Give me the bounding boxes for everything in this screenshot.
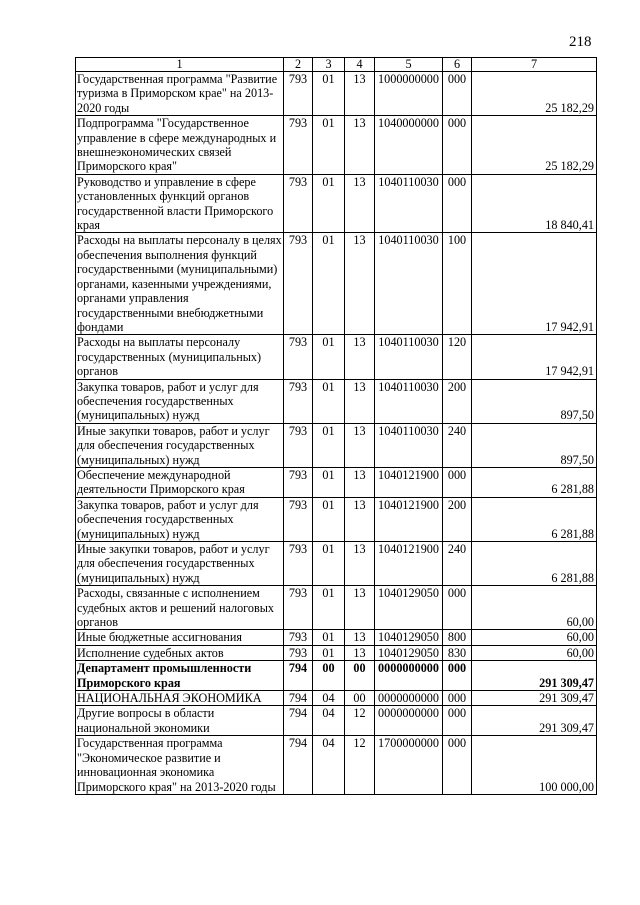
ministry-code-cell: 793 — [284, 586, 313, 630]
ministry-code-cell: 793 — [284, 72, 313, 116]
subsection-code-cell: 13 — [345, 423, 375, 467]
ministry-code-cell: 793 — [284, 116, 313, 175]
expense-type-code-cell: 000 — [443, 72, 472, 116]
item-name-cell: Государственная программа "Экономическое развитие и инновационная экономика Приморского края" на 2013-2020 годы — [76, 736, 284, 795]
target-article-code-cell: 1040129050 — [375, 630, 443, 645]
page-number: 218 — [569, 34, 592, 50]
section-code-cell: 04 — [313, 706, 345, 736]
target-article-code-cell: 0000000000 — [375, 691, 443, 706]
subsection-code-cell: 13 — [345, 174, 375, 233]
table-row — [76, 335, 597, 379]
header-cell: 2 — [284, 58, 313, 72]
expense-type-code-cell: 000 — [443, 174, 472, 233]
ministry-code-cell: 793 — [284, 497, 313, 541]
header-cell: 7 — [472, 58, 597, 72]
expense-type-code-cell: 240 — [443, 542, 472, 586]
target-article-code-cell: 1040000000 — [375, 116, 443, 175]
amount-cell: 25 182,29 — [472, 116, 597, 175]
table-row — [76, 174, 597, 233]
expense-type-code-cell: 200 — [443, 379, 472, 423]
item-name-cell: Закупка товаров, работ и услуг для обеспечения государственных (муниципальных) нужд — [76, 497, 284, 541]
ministry-code-cell: 793 — [284, 645, 313, 660]
subsection-code-cell: 13 — [345, 379, 375, 423]
expense-type-code-cell: 240 — [443, 423, 472, 467]
target-article-code-cell: 0000000000 — [375, 661, 443, 691]
ministry-code-cell: 793 — [284, 174, 313, 233]
table-row — [76, 736, 597, 795]
section-code-cell: 01 — [313, 467, 345, 497]
ministry-code-cell: 794 — [284, 661, 313, 691]
expense-type-code-cell: 000 — [443, 467, 472, 497]
table-row — [76, 72, 597, 116]
expense-type-code-cell: 800 — [443, 630, 472, 645]
table-row — [76, 661, 597, 691]
expense-type-code-cell: 830 — [443, 645, 472, 660]
target-article-code-cell: 1000000000 — [375, 72, 443, 116]
subsection-code-cell: 13 — [345, 116, 375, 175]
table-row — [76, 497, 597, 541]
item-name-cell: Подпрограмма "Государственное управление в сфере международных и внешнеэкономических связей Приморского края" — [76, 116, 284, 175]
subsection-code-cell: 13 — [345, 233, 375, 335]
ministry-code-cell: 794 — [284, 691, 313, 706]
target-article-code-cell: 1040129050 — [375, 586, 443, 630]
ministry-code-cell: 793 — [284, 233, 313, 335]
section-code-cell: 04 — [313, 736, 345, 795]
table-row — [76, 691, 597, 706]
amount-cell: 18 840,41 — [472, 174, 597, 233]
item-name-cell: Обеспечение международной деятельности Приморского края — [76, 467, 284, 497]
amount-cell: 291 309,47 — [472, 661, 597, 691]
ministry-code-cell: 793 — [284, 542, 313, 586]
table-row — [76, 586, 597, 630]
item-name-cell: Исполнение судебных актов — [76, 645, 284, 660]
target-article-code-cell: 0000000000 — [375, 706, 443, 736]
table-row — [76, 423, 597, 467]
expense-type-code-cell: 120 — [443, 335, 472, 379]
amount-cell: 897,50 — [472, 379, 597, 423]
amount-cell: 6 281,88 — [472, 542, 597, 586]
section-code-cell: 00 — [313, 661, 345, 691]
amount-cell: 60,00 — [472, 586, 597, 630]
amount-cell: 60,00 — [472, 630, 597, 645]
header-cell: 3 — [313, 58, 345, 72]
amount-cell: 60,00 — [472, 645, 597, 660]
expense-type-code-cell: 000 — [443, 586, 472, 630]
subsection-code-cell: 13 — [345, 497, 375, 541]
section-code-cell: 01 — [313, 423, 345, 467]
header-cell: 4 — [345, 58, 375, 72]
amount-cell: 897,50 — [472, 423, 597, 467]
table-row — [76, 467, 597, 497]
item-name-cell: Иные закупки товаров, работ и услуг для обеспечения государственных (муниципальных) нужд — [76, 423, 284, 467]
subsection-code-cell: 13 — [345, 645, 375, 660]
target-article-code-cell: 1700000000 — [375, 736, 443, 795]
table-row — [76, 116, 597, 175]
ministry-code-cell: 793 — [284, 467, 313, 497]
subsection-code-cell: 12 — [345, 706, 375, 736]
subsection-code-cell: 00 — [345, 661, 375, 691]
header-cell: 5 — [375, 58, 443, 72]
section-code-cell: 01 — [313, 335, 345, 379]
target-article-code-cell: 1040121900 — [375, 542, 443, 586]
target-article-code-cell: 1040110030 — [375, 423, 443, 467]
table-row — [76, 379, 597, 423]
expense-type-code-cell: 000 — [443, 706, 472, 736]
amount-cell: 6 281,88 — [472, 497, 597, 541]
item-name-cell: НАЦИОНАЛЬНАЯ ЭКОНОМИКА — [76, 691, 284, 706]
amount-cell: 291 309,47 — [472, 691, 597, 706]
subsection-code-cell: 13 — [345, 630, 375, 645]
table-row — [76, 645, 597, 660]
amount-cell: 17 942,91 — [472, 335, 597, 379]
budget-table — [75, 57, 597, 795]
ministry-code-cell: 794 — [284, 706, 313, 736]
item-name-cell: Расходы, связанные с исполнением судебных актов и решений налоговых органов — [76, 586, 284, 630]
section-code-cell: 01 — [313, 645, 345, 660]
header-cell: 6 — [443, 58, 472, 72]
ministry-code-cell: 793 — [284, 335, 313, 379]
subsection-code-cell: 13 — [345, 335, 375, 379]
table-row — [76, 233, 597, 335]
target-article-code-cell: 1040110030 — [375, 233, 443, 335]
amount-cell: 6 281,88 — [472, 467, 597, 497]
subsection-code-cell: 13 — [345, 586, 375, 630]
expense-type-code-cell: 000 — [443, 661, 472, 691]
section-code-cell: 01 — [313, 542, 345, 586]
subsection-code-cell: 13 — [345, 467, 375, 497]
item-name-cell: Расходы на выплаты персоналу государственных (муниципальных) органов — [76, 335, 284, 379]
item-name-cell: Расходы на выплаты персоналу в целях обеспечения выполнения функций государственными (муниципальными) органами, казенными учреждениями, органами управления государственными внебюджетными фондами — [77, 233, 282, 334]
item-name-cell: Закупка товаров, работ и услуг для обеспечения государственных (муниципальных) нужд — [76, 379, 284, 423]
ministry-code-cell: 793 — [284, 630, 313, 645]
table-header-row — [76, 58, 597, 72]
amount-cell: 17 942,91 — [472, 233, 597, 335]
subsection-code-cell: 12 — [345, 736, 375, 795]
item-name-cell: Иные закупки товаров, работ и услуг для обеспечения государственных (муниципальных) нужд — [76, 542, 284, 586]
section-code-cell: 01 — [313, 174, 345, 233]
header-cell: 1 — [76, 58, 284, 72]
section-code-cell: 01 — [313, 233, 345, 335]
ministry-code-cell: 793 — [284, 379, 313, 423]
section-code-cell: 01 — [313, 116, 345, 175]
expense-type-code-cell: 000 — [443, 691, 472, 706]
amount-cell: 100 000,00 — [472, 736, 597, 795]
ministry-code-cell: 793 — [284, 423, 313, 467]
table-row — [76, 706, 597, 736]
subsection-code-cell: 13 — [345, 72, 375, 116]
table-row — [76, 630, 597, 645]
item-name-cell: Другие вопросы в области национальной экономики — [76, 706, 284, 736]
table-body — [76, 72, 597, 795]
section-code-cell: 01 — [313, 72, 345, 116]
item-name-cell: Иные бюджетные ассигнования — [76, 630, 284, 645]
table-row — [76, 542, 597, 586]
section-code-cell: 01 — [313, 586, 345, 630]
section-code-cell: 01 — [313, 630, 345, 645]
item-name-cell: Государственная программа "Развитие туризма в Приморском крае" на 2013-2020 годы — [76, 72, 284, 116]
subsection-code-cell: 00 — [345, 691, 375, 706]
amount-cell: 291 309,47 — [472, 706, 597, 736]
target-article-code-cell: 1040110030 — [375, 335, 443, 379]
subsection-code-cell: 13 — [345, 542, 375, 586]
expense-type-code-cell: 000 — [443, 116, 472, 175]
section-code-cell: 01 — [313, 497, 345, 541]
target-article-code-cell: 1040121900 — [375, 467, 443, 497]
expense-type-code-cell: 200 — [443, 497, 472, 541]
ministry-code-cell: 794 — [284, 736, 313, 795]
amount-cell: 25 182,29 — [472, 72, 597, 116]
section-code-cell: 04 — [313, 691, 345, 706]
target-article-code-cell: 1040121900 — [375, 497, 443, 541]
expense-type-code-cell: 100 — [443, 233, 472, 335]
item-name-cell: Руководство и управление в сфере установленных функций органов государственной власти Приморского края — [76, 174, 284, 233]
item-name-cell: Департамент промышленности Приморского края — [76, 661, 284, 691]
target-article-code-cell: 1040129050 — [375, 645, 443, 660]
target-article-code-cell: 1040110030 — [375, 379, 443, 423]
expense-type-code-cell: 000 — [443, 736, 472, 795]
target-article-code-cell: 1040110030 — [375, 174, 443, 233]
section-code-cell: 01 — [313, 379, 345, 423]
